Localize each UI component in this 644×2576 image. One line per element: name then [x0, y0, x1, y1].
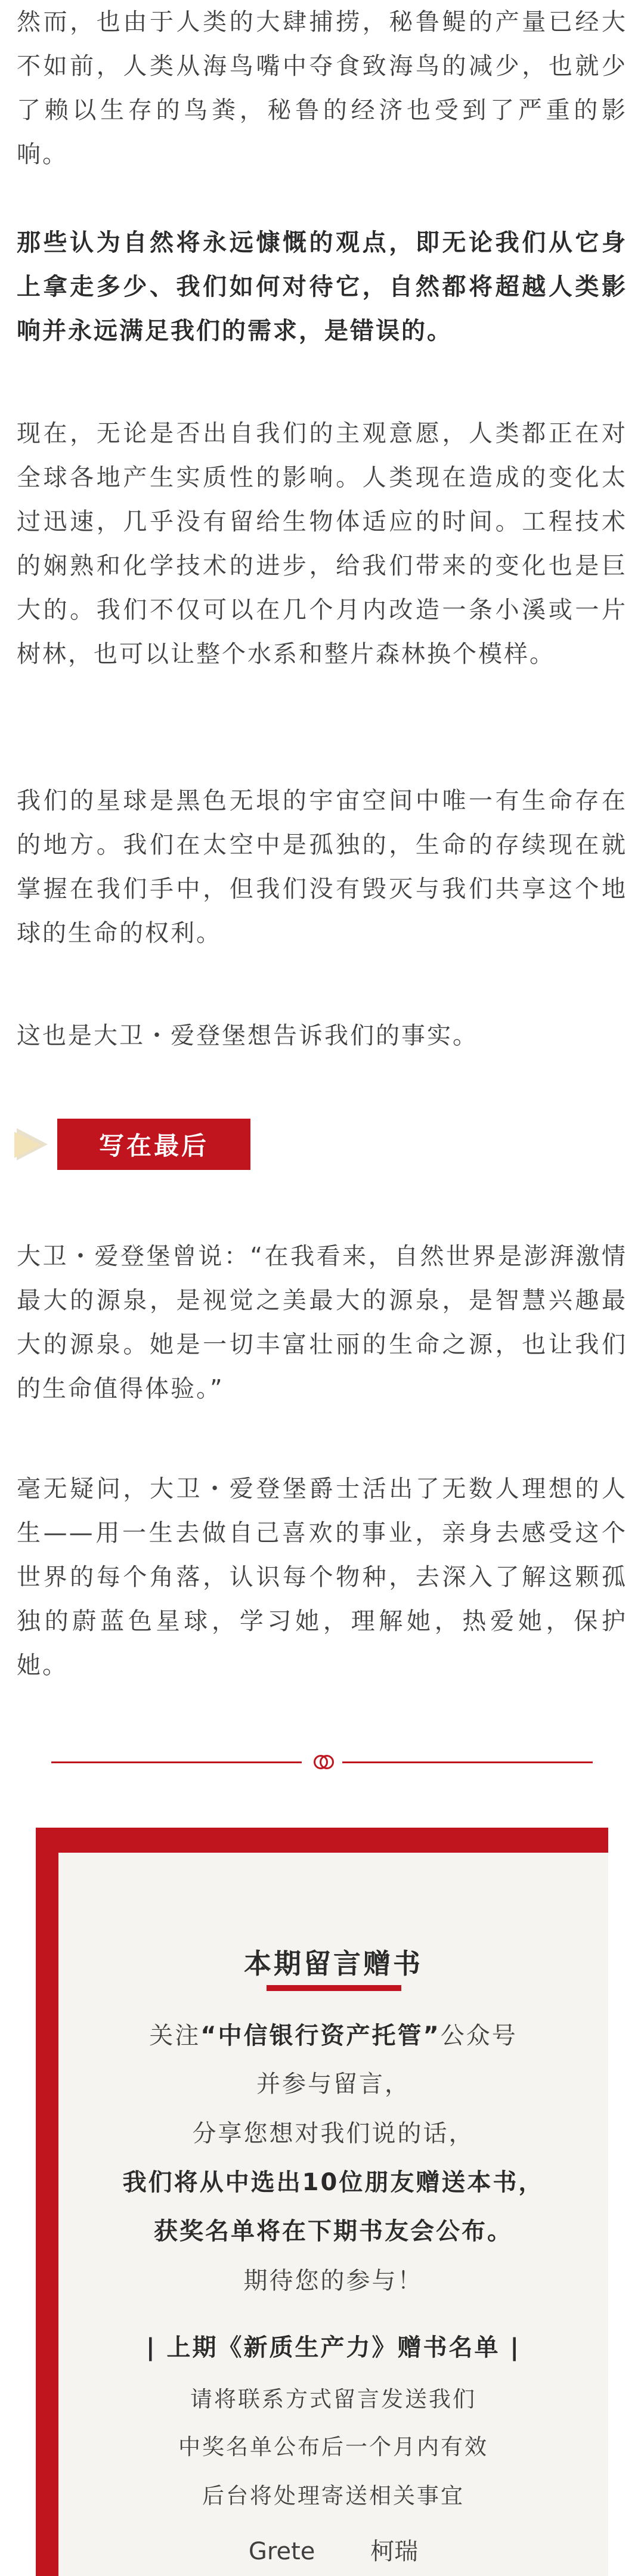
- paragraph-attenborough-fact: 这也是大卫・爱登堡想告诉我们的事实。: [17, 1022, 478, 1049]
- prize-line: 我们将从中选出10位朋友赠送本书，: [122, 2169, 544, 2196]
- contact-note: 请将联系方式留言发送我们: [190, 2386, 476, 2412]
- paragraph-nature-generosity: 那些认为自然将永远慷慨的观点，即无论我们从它身上拿走多少、我们如何对待它，自然都将超越人类影响并永远满足我们的需求，是错误的。: [17, 229, 627, 345]
- comment-line: 并参与留言，: [256, 2070, 410, 2098]
- linked-rings-icon: [310, 1750, 336, 1774]
- winners-heading: | 上期《新质生产力》赠书名单 |: [145, 2334, 521, 2361]
- invite-line: 期待您的参与！: [243, 2267, 423, 2295]
- validity-note: 中奖名单公布后一个月内有效: [178, 2434, 488, 2460]
- section-heading: [14, 1116, 265, 1170]
- shipping-note: 后台将处理寄送相关事宜: [202, 2483, 465, 2509]
- title-underline: [267, 1985, 401, 1991]
- section-heading-label: 写在最后: [57, 1119, 250, 1170]
- winner-name: 柯瑞: [370, 2538, 419, 2565]
- share-line: 分享您想对我们说的话，: [192, 2120, 475, 2147]
- section-divider: [51, 1750, 593, 1774]
- paragraph-human-impact: 现在，无论是否出自我们的主观意愿，人类都正在对全球各地产生实质性的影响。人类现在造成的变化太过迅速，几乎没有留给生物体适应的时间。工程技术的娴熟和化学技术的进步，给我们带来的变化也是巨大的。我们不仅可以在几个月内改造一条小溪或一片树林，也可以让整个水系和整片森林换个模样。: [17, 420, 627, 668]
- winner-list: [58, 2532, 608, 2566]
- follow-account-line: 关注“中信银行资产托管”公众号: [149, 2022, 518, 2049]
- giveaway-card: [58, 1853, 608, 2576]
- triangle-icon: [14, 1132, 41, 1158]
- paragraph-attenborough-quote: 大卫・爱登堡曾说：“在我看来，自然世界是澎湃激情最大的源泉，是视觉之美最大的源泉，是智慧兴趣最大的源泉。她是一切丰富壮丽的生命之源，也让我们的生命值得体验。”: [17, 1243, 627, 1402]
- winner-name: Grete: [248, 2538, 315, 2565]
- paragraph-ideal-life: 毫无疑问，大卫・爱登堡爵士活出了无数人理想的人生——用一生去做自己喜欢的事业，亲身去感受这个世界的每个角落，认识每个物种，去深入了解这颗孤独的蔚蓝色星球，学习她，理解她，热爱她，保护她。: [17, 1475, 627, 1679]
- giveaway-box: [36, 1828, 608, 2576]
- paragraph-peru-economy: 然而，也由于人类的大肆捕捞，秘鲁鳀的产量已经大不如前，人类从海鸟嘴中夺食致海鸟的减少，也就少了赖以生存的鸟粪，秘鲁的经济也受到了严重的影响。: [17, 8, 627, 168]
- giveaway-title: 本期留言赠书: [244, 1948, 423, 1980]
- paragraph-lonely-planet: 我们的星球是黑色无垠的宇宙空间中唯一有生命存在的地方。我们在太空中是孤独的，生命的存续现在就掌握在我们手中，但我们没有毁灭与我们共享这个地球的生命的权利。: [17, 787, 627, 947]
- announce-line: 获奖名单将在下期书友会公布。: [154, 2218, 513, 2245]
- account-name: “中信银行资产托管”: [200, 2022, 441, 2049]
